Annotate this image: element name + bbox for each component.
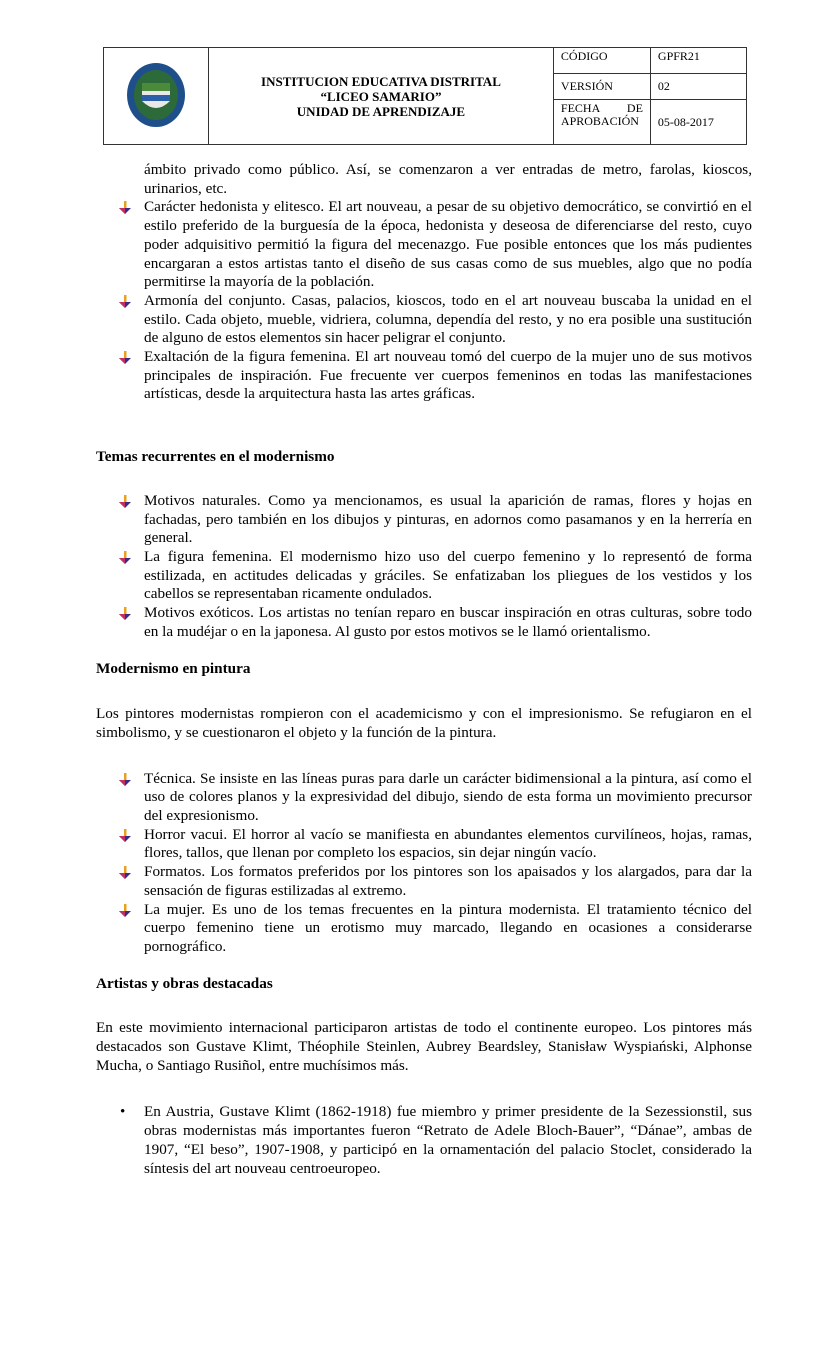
paragraph: Los pintores modernistas rompieron con el academicismo y con el impresionismo. Se refugiaron en el simbolismo, y se cuestionaron el objeto y la función de la pintura. (96, 705, 752, 741)
school-logo (125, 61, 187, 129)
item-text: Formatos. Los formatos preferidos por los pintores son los apaisados y los alargados, para dar la sensación de figuras estilizadas al extremo. (144, 863, 752, 899)
list-item (96, 292, 752, 348)
list-item-continued: ámbito privado como público. Así, se comenzaron a ver entradas de metro, farolas, kioscos, urinarios, etc. (144, 161, 752, 197)
document-body (96, 161, 752, 1178)
item-text: Técnica. Se insiste en las líneas puras para darle un carácter bidimensional a la pintura, así como el uso de colores planos y la expresividad del dibujo, siendo de esta forma un movimiento precursor del expresionismo. (144, 769, 752, 824)
arrow-bullet-icon (118, 829, 132, 843)
section-heading: Modernismo en pintura (96, 660, 251, 678)
list-item (96, 198, 752, 292)
approval-date-value: 05-08-2017 (650, 100, 746, 145)
arrow-bullet-icon (118, 495, 132, 509)
item-text: Exaltación de la figura femenina. El art nouveau tomó del cuerpo de la mujer uno de sus motivos principales de inspiración. Fue frecuente ver cuerpos femeninos en todas las manifestaciones artísticas, desde la arquitectura hasta las artes gráficas. (144, 348, 752, 403)
themes-list (96, 492, 752, 642)
list-item (96, 901, 752, 957)
item-text: La mujer. Es uno de los temas frecuentes en la pintura modernista. El tratamiento técnico del cuerpo femenino tiene un erotismo muy marcado, llegando en ocasiones a considerarse pornográfico. (144, 900, 752, 955)
item-text: En Austria, Gustave Klimt (1862-1918) fue miembro y primer presidente de la Sezessionstil, sus obras modernistas más importantes fueron “Retrato de Adele Bloch-Bauer”, “Dánae”, ambas de 1907, “El beso”, 1907-1908, y participó en la ornamentación del palacio Stoclet, considerado la síntesis del art nouveau centroeuropeo. (144, 1103, 752, 1177)
logo-cell (104, 48, 209, 145)
label-part: APROBACIÓN (560, 114, 639, 129)
document-header-table (103, 47, 747, 145)
item-text: Motivos naturales. Como ya mencionamos, es usual la aparición de ramas, flores y hojas en fachadas, pero también en los dibujos y pinturas, en adornos como pasamanos y en la herrería en general. (144, 491, 752, 547)
arrow-bullet-icon (118, 295, 132, 309)
list-item (96, 1103, 752, 1178)
list-item (96, 604, 752, 641)
approval-date-label (553, 100, 650, 145)
item-text: La figura femenina. El modernismo hizo uso del cuerpo femenino y lo representó de forma estilizada, en actitudes delicadas y gráciles. Se enfatizaban los pliegues de los vestidos y los cabellos se representaban ricamente ondulados. (144, 547, 752, 603)
item-text: Armonía del conjunto. Casas, palacios, kioscos, todo en el art nouveau buscaba la unidad en el estilo. Cada objeto, mueble, vidriera, columna, dependía del resto, y no era posible una sustitución de alguno de estos elementos sin hacer peligrar el conjunto. (144, 291, 752, 347)
arrow-bullet-icon (118, 551, 132, 565)
version-value: 02 (650, 74, 746, 100)
item-text: Carácter hedonista y elitesco. El art nouveau, a pesar de su objetivo democrático, se convirtió en el estilo preferido de la burguesía de la época, hedonista y deseosa de diferenciarse del resto, cuyo poder adquisitivo permitió la figura del mecenazgo. Fue posible entonces que los más pudientes encargaran a estos artistas tanto el diseño de sus casas como de sus muebles, algo que no podía permitirse la mayoría de la población. (144, 198, 752, 291)
list-item (96, 863, 752, 900)
code-label: CÓDIGO (553, 48, 650, 74)
document-type: UNIDAD DE APRENDIZAJE (296, 103, 466, 119)
list-item (96, 492, 752, 548)
label-part: FECHA (560, 101, 601, 116)
paragraph: En este movimiento internacional participaron artistas de todo el continente europeo. Los pintores más destacados son Gustave Klimt, Théophile Steinlen, Aubrey Beardsley, Stanisław Wyspiański, Alphonse Mucha, o Santiago Rusiñol, entre muchísimos más. (96, 1019, 752, 1074)
characteristics-list (96, 161, 752, 404)
list-item (96, 348, 752, 404)
section-heading: Temas recurrentes en el modernismo (96, 448, 335, 466)
item-text: Horror vacui. El horror al vacío se manifiesta en abundantes elementos curvilíneos, hojas, ramas, flores, tallos, que llenan por completo los espacios, sin dejar ningún vacío. (144, 825, 752, 862)
arrow-bullet-icon (118, 773, 132, 787)
section-heading: Artistas y obras destacadas (96, 974, 273, 992)
bullet-dot-icon: • (120, 1103, 126, 1121)
arrow-bullet-icon (118, 866, 132, 880)
list-item (96, 548, 752, 604)
school-name: “LICEO SAMARIO” (320, 88, 442, 104)
label-part: DE (626, 101, 643, 116)
institution-name: INSTITUCION EDUCATIVA DISTRITAL (261, 73, 501, 89)
arrow-bullet-icon (118, 607, 132, 621)
list-item (96, 826, 752, 863)
artists-list (96, 1103, 752, 1178)
painting-list (96, 770, 752, 957)
item-text: Motivos exóticos. Los artistas no tenían reparo en buscar inspiración en otras culturas, sobre todo en la mudéjar o en la japonesa. Al gusto por estos motivos se le llamó orientalismo. (144, 604, 752, 640)
arrow-bullet-icon (118, 904, 132, 918)
version-label: VERSIÓN (553, 74, 650, 100)
code-value: GPFR21 (650, 48, 746, 74)
list-item (96, 770, 752, 826)
arrow-bullet-icon (118, 351, 132, 365)
arrow-bullet-icon (118, 201, 132, 215)
header-title (209, 48, 554, 145)
